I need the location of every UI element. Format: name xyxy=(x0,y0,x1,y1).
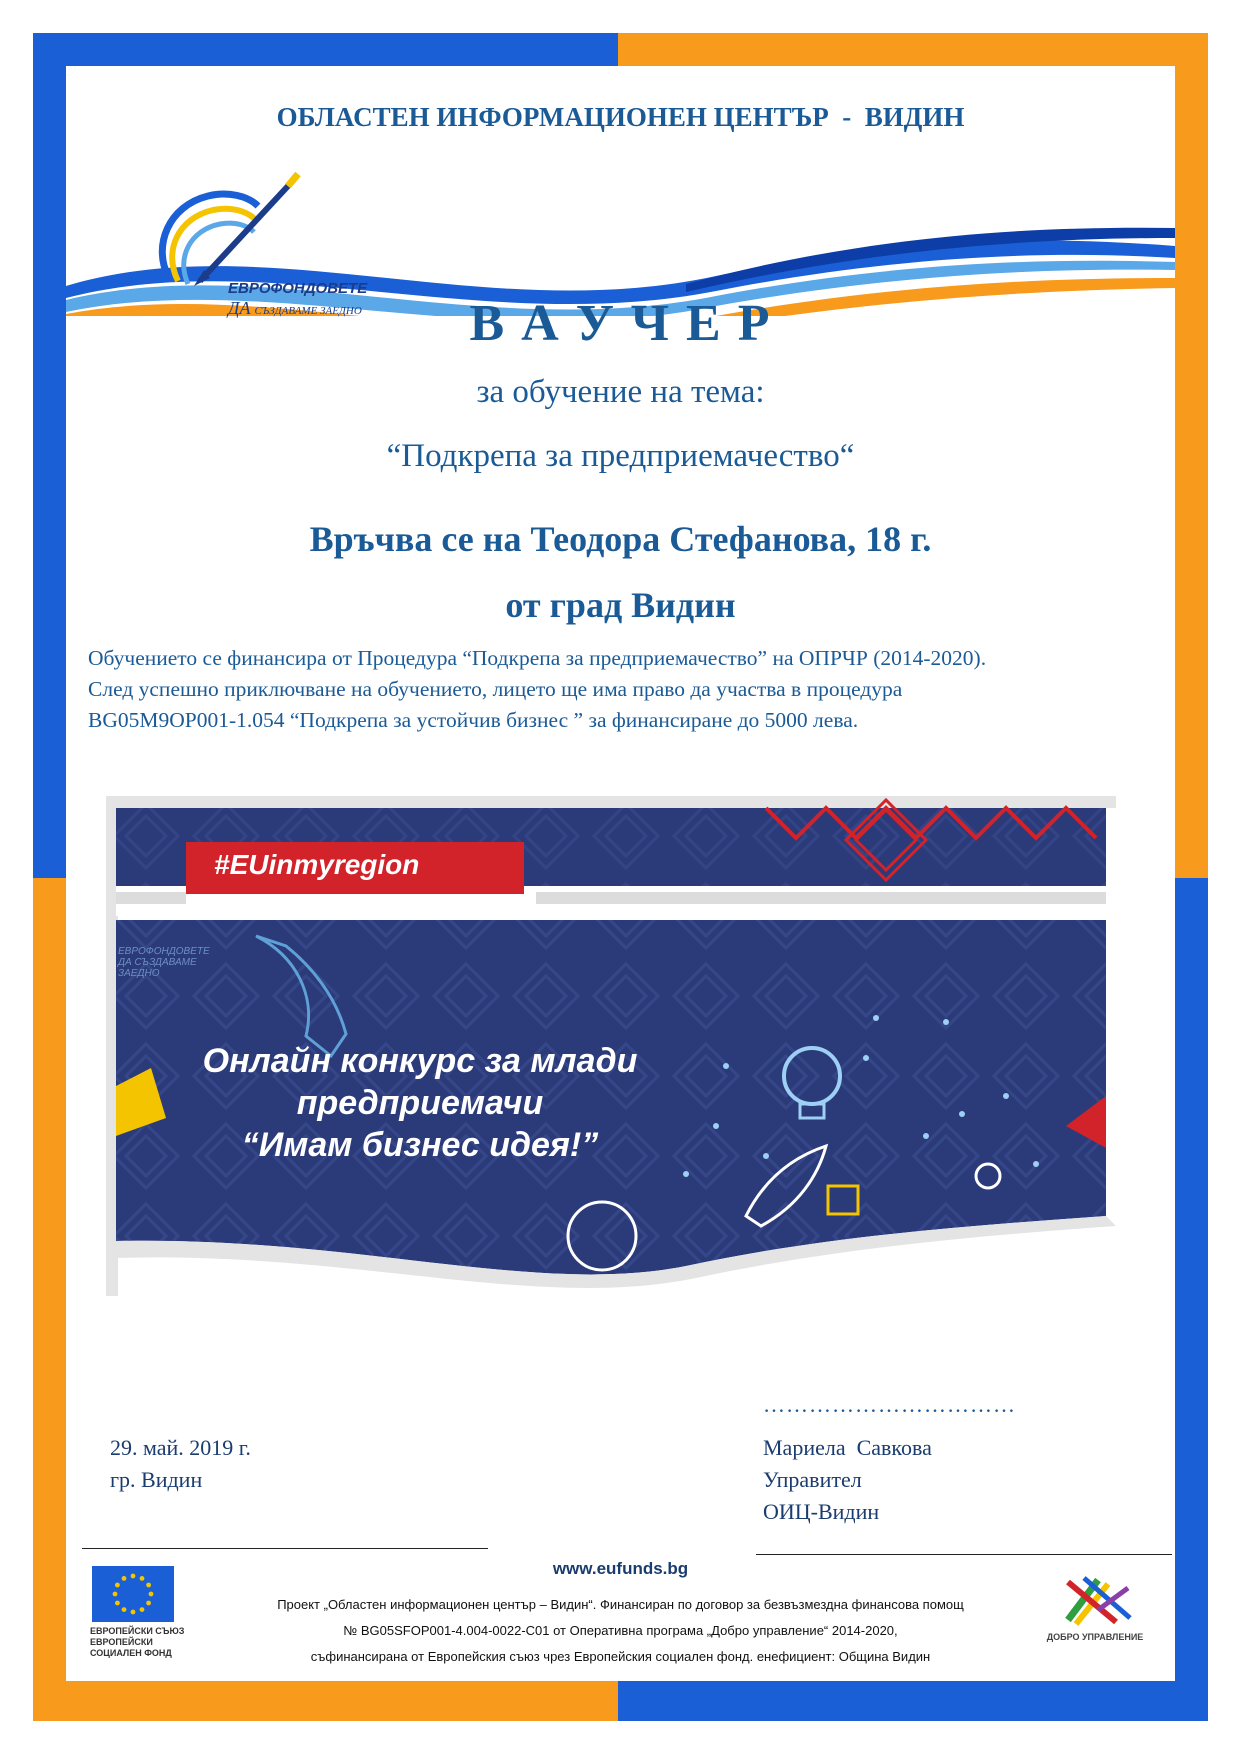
voucher-subtitle: за обучение на тема: xyxy=(476,374,765,410)
footer-line-3: съфинансирана от Европейския съюз чрез Европейския социален фонд. енефициент: Община Видин xyxy=(310,1649,931,1664)
hashtag-text: #EUinmyregion xyxy=(214,849,420,880)
voucher-place: гр. Видин xyxy=(110,1467,203,1492)
eu-flag-icon xyxy=(92,1566,174,1622)
eu-label-1: ЕВРОПЕЙСКИ СЪЮЗ xyxy=(90,1626,185,1636)
footer-line-1: Проект „Областен информационен център – Видин“. Финансиран по договор за безвъзмездна финансова помощ xyxy=(277,1597,964,1612)
contest-line-1: Онлайн конкурс за млади xyxy=(202,1042,638,1080)
logo-swoosh-icon xyxy=(148,166,328,296)
signer-org: ОИЦ-Видин xyxy=(763,1499,880,1524)
paragraph-line-3: BG05M9OP001-1.054 “Подкрепа за устойчив бизнес ” за финансиране до 5000 лева. xyxy=(88,708,859,732)
signature-dots: …………………………… xyxy=(763,1392,1016,1417)
voucher-recipient: Връчва се на Теодора Стефанова, 18 г. xyxy=(309,519,932,559)
contest-banner xyxy=(106,796,1120,1306)
eu-label-3: СОЦИАЛЕН ФОНД xyxy=(90,1648,172,1658)
good-governance-logo xyxy=(1040,1570,1150,1642)
hashtag-label xyxy=(186,842,524,894)
banner-logo-line1: ЕВРОФОНДОВЕТЕ xyxy=(118,946,210,957)
contest-line-2: предприемачи xyxy=(296,1084,544,1122)
logo-text-line1: ЕВРОФОНДОВЕТЕ xyxy=(228,280,368,297)
contest-text xyxy=(140,1040,700,1166)
op-label: ДОБРО УПРАВЛЕНИЕ xyxy=(1046,1632,1144,1642)
logo-text-da: ДА xyxy=(228,298,251,318)
voucher-topic: “Подкрепа за предприемачество“ xyxy=(386,438,855,474)
footer-url[interactable]: www.eufunds.bg xyxy=(552,1559,689,1578)
logo-text-rest: СЪЗДАВАМЕ ЗАЕДНО xyxy=(254,305,362,317)
footer-divider-left xyxy=(82,1548,488,1549)
funding-paragraph xyxy=(88,643,1148,736)
eu-logo xyxy=(90,1566,200,1659)
voucher-title: В А У Ч Е Р xyxy=(469,295,772,352)
footer-line-2: № BG05SFOP001-4.004-0022-C01 от Оперативна програма „Добро управление“ 2014-2020, xyxy=(343,1623,898,1638)
org-title: ОБЛАСТЕН ИНФОРМАЦИОНЕН ЦЕНТЪР - ВИДИН xyxy=(276,102,965,132)
signer-name: Мариела Савкова xyxy=(763,1435,932,1460)
eu-label-2: ЕВРОПЕЙСКИ xyxy=(90,1637,153,1647)
banner-logo-line2: ДА СЪЗДАВАМЕ ЗАЕДНО xyxy=(118,957,197,979)
paragraph-line-1: Обучението се финансира от Процедура “Подкрепа за предприемачество” на ОПРЧР (2014-2020). xyxy=(88,646,987,670)
signer-role: Управител xyxy=(763,1467,862,1492)
contest-line-3: “Имам бизнес идея!” xyxy=(241,1126,599,1164)
paragraph-line-2: След успешно приключване на обучението, лицето ще има право да участва в процедура xyxy=(88,677,903,701)
voucher-date: 29. май. 2019 г. xyxy=(110,1435,251,1460)
voucher-city: от град Видин xyxy=(505,585,736,625)
footer xyxy=(66,1550,1175,1670)
banner-logo xyxy=(118,946,238,979)
good-governance-icon xyxy=(1058,1570,1138,1630)
